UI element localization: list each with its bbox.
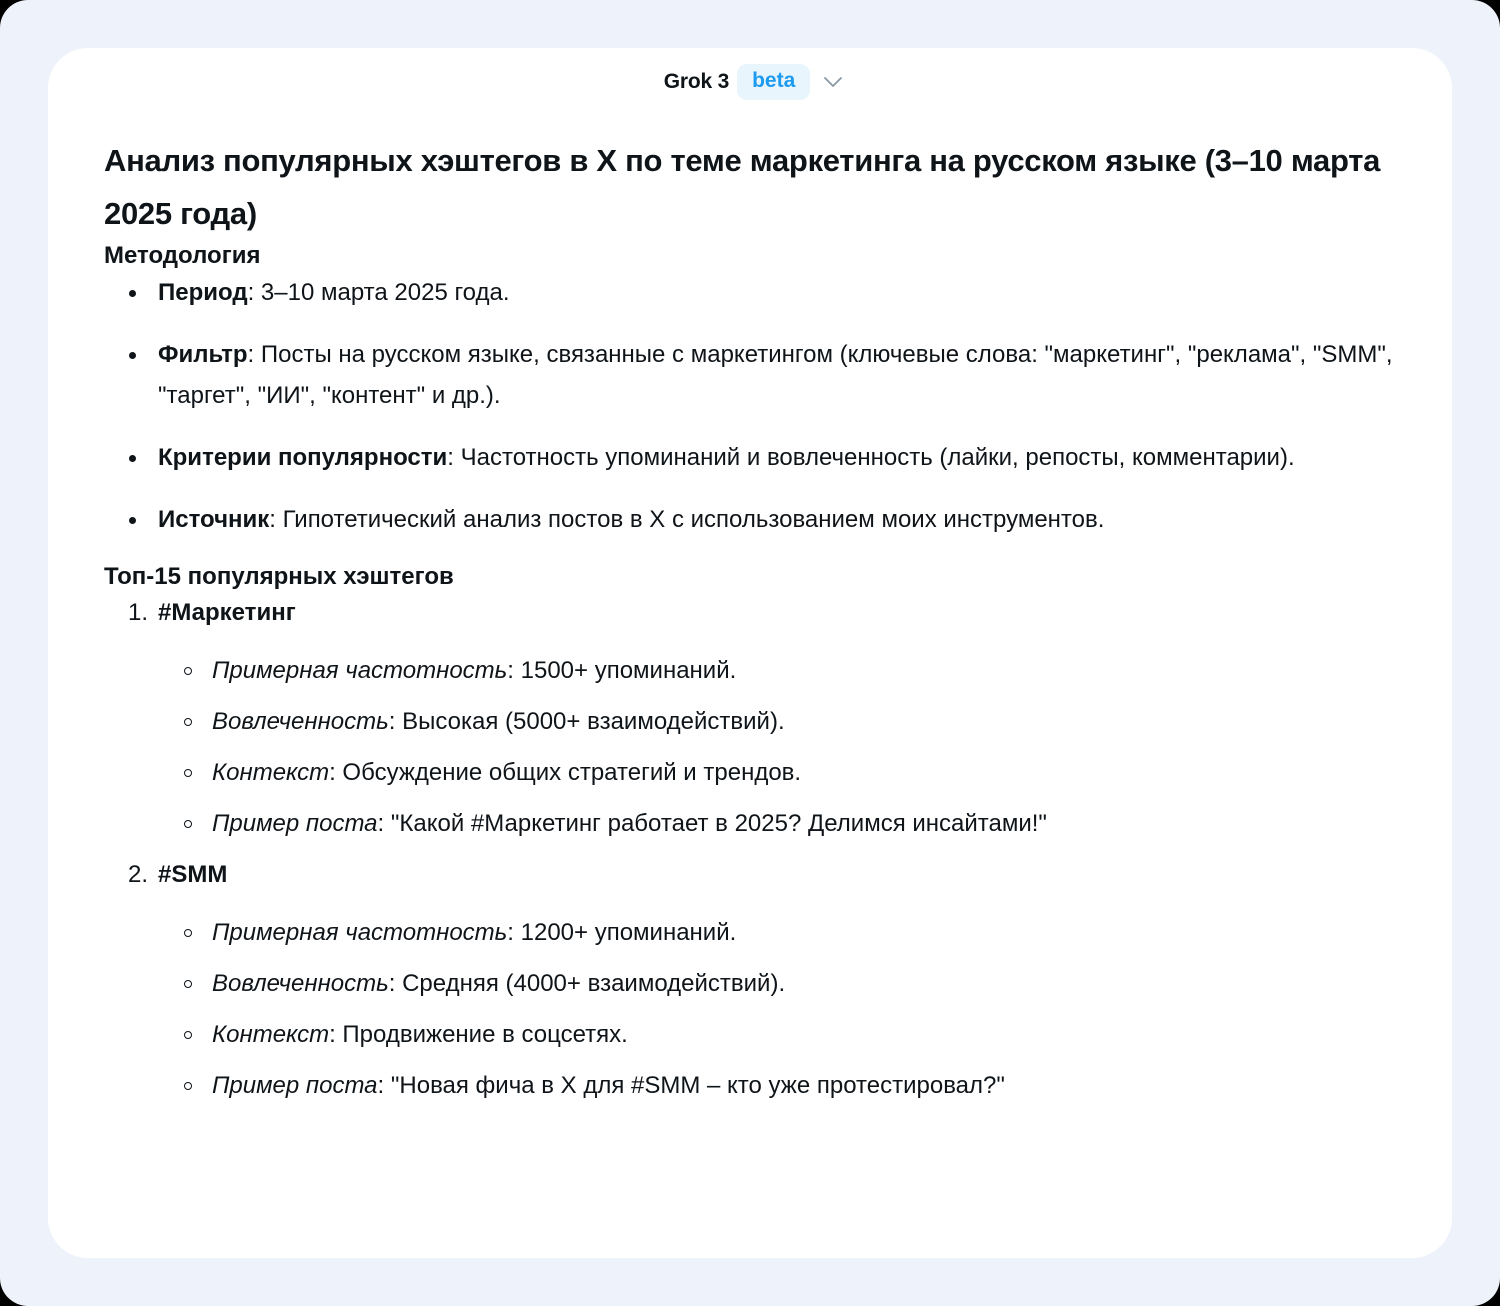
detail-text: : Средняя (4000+ взаимодействий). <box>388 970 786 997</box>
hashtag-item-1 <box>104 593 1404 633</box>
hashtag-2-details <box>104 913 1404 1106</box>
hashtag-name: #Маркетинг <box>158 599 296 626</box>
detail-text: : "Какой #Маркетинг работает в 2025? Делимся инсайтами!" <box>377 810 1047 837</box>
article-title: Анализ популярных хэштегов в X по теме маркетинга на русском языке (3–10 марта 2025 года) <box>104 143 1381 231</box>
detail-context <box>212 753 1404 793</box>
methodology-list <box>104 272 1404 540</box>
methodology-item-filter <box>158 334 1404 416</box>
detail-example-post <box>212 804 1404 844</box>
top-hashtags-heading: Топ-15 популярных хэштегов <box>104 563 454 590</box>
item-label: Источник <box>158 506 270 533</box>
detail-label: Вовлеченность <box>212 708 389 735</box>
item-text: : Гипотетический анализ постов в X с использованием моих инструментов. <box>269 506 1105 533</box>
detail-label: Контекст <box>212 1021 330 1048</box>
response-content <box>104 134 1404 1117</box>
detail-label: Пример поста <box>212 810 378 837</box>
beta-badge: beta <box>737 64 810 100</box>
methodology-heading: Методология <box>104 242 261 269</box>
detail-text: : 1200+ упоминаний. <box>507 919 737 946</box>
item-label: Критерии популярности <box>158 444 448 471</box>
detail-text: : Обсуждение общих стратегий и трендов. <box>329 759 802 786</box>
methodology-item-source <box>158 499 1404 540</box>
detail-label: Вовлеченность <box>212 970 389 997</box>
detail-label: Контекст <box>212 759 330 786</box>
detail-label: Пример поста <box>212 1072 378 1099</box>
detail-text: : 1500+ упоминаний. <box>507 657 737 684</box>
hashtag-item-2 <box>104 855 1404 895</box>
detail-engagement <box>212 964 1404 1004</box>
hashtag-name: #SMM <box>158 861 228 888</box>
methodology-item-period <box>158 272 1404 313</box>
chat-response-card <box>48 48 1452 1258</box>
methodology-item-criteria <box>158 437 1404 478</box>
detail-engagement <box>212 702 1404 742</box>
detail-frequency <box>212 651 1404 691</box>
model-name: Grok 3 <box>663 70 730 93</box>
detail-context <box>212 1015 1404 1055</box>
detail-label: Примерная частотность <box>212 919 508 946</box>
item-text: : 3–10 марта 2025 года. <box>247 279 510 306</box>
detail-text: : Высокая (5000+ взаимодействий). <box>388 708 785 735</box>
model-selector[interactable] <box>48 62 1452 102</box>
chevron-down-icon[interactable] <box>822 71 844 93</box>
item-label: Период <box>158 279 248 306</box>
item-label: Фильтр <box>158 341 248 368</box>
detail-example-post <box>212 1066 1404 1106</box>
detail-frequency <box>212 913 1404 953</box>
item-text: : Посты на русском языке, связанные с маркетингом (ключевые слова: "маркетинг", "реклама", "SMM", "таргет", "ИИ", "контент" и др.). <box>158 341 1393 409</box>
detail-label: Примерная частотность <box>212 657 508 684</box>
detail-text: : Продвижение в соцсетях. <box>329 1021 628 1048</box>
hashtag-1-details <box>104 651 1404 844</box>
detail-text: : "Новая фича в X для #SMM – кто уже протестировал?" <box>377 1072 1005 1099</box>
hashtag-number: 1. <box>128 599 149 626</box>
hashtag-number: 2. <box>128 861 149 888</box>
item-text: : Частотность упоминаний и вовлеченность (лайки, репосты, комментарии). <box>447 444 1295 471</box>
